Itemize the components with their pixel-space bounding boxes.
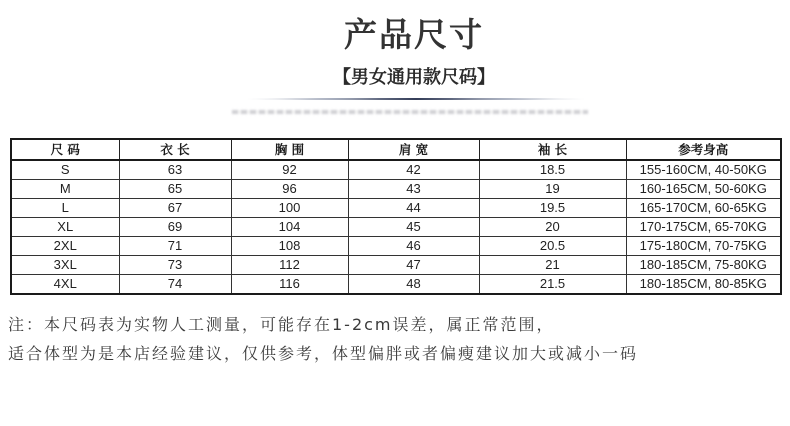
cell-sleeve-length: 21.5 (479, 275, 626, 295)
cell-size: L (11, 199, 119, 218)
table-row (11, 218, 781, 237)
table-header (11, 139, 781, 160)
cell-size: 4XL (11, 275, 119, 295)
cell-size: M (11, 180, 119, 199)
cell-shoulder-width: 48 (348, 275, 479, 295)
cell-chest: 108 (231, 237, 348, 256)
cell-chest: 104 (231, 218, 348, 237)
cell-sleeve-length: 21 (479, 256, 626, 275)
header-garment-length: 衣 长 (119, 139, 231, 160)
decorative-blur-band (232, 110, 588, 114)
cell-shoulder-width: 46 (348, 237, 479, 256)
cell-garment-length: 73 (119, 256, 231, 275)
table-row (11, 180, 781, 199)
cell-shoulder-width: 42 (348, 160, 479, 180)
table-header-row (11, 139, 781, 160)
header-reference-height-weight: 参考身高 (626, 139, 781, 160)
cell-sleeve-length: 18.5 (479, 160, 626, 180)
cell-garment-length: 65 (119, 180, 231, 199)
size-chart-table (10, 138, 782, 295)
decorative-divider-line (246, 98, 586, 100)
note-line-1: 注：本尺码表为实物人工测量，可能存在1-2cm误差，属正常范围， (8, 315, 555, 334)
cell-shoulder-width: 43 (348, 180, 479, 199)
cell-garment-length: 63 (119, 160, 231, 180)
table-row (11, 256, 781, 275)
table-row (11, 160, 781, 180)
cell-sleeve-length: 20 (479, 218, 626, 237)
header-chest: 胸 围 (231, 139, 348, 160)
cell-garment-length: 69 (119, 218, 231, 237)
cell-reference-height-weight: 175-180CM, 70-75KG (626, 237, 781, 256)
cell-reference-height-weight: 160-165CM, 50-60KG (626, 180, 781, 199)
cell-chest: 116 (231, 275, 348, 295)
page-subtitle: 【男女通用款尺码】 (333, 67, 495, 88)
cell-garment-length: 67 (119, 199, 231, 218)
cell-size: S (11, 160, 119, 180)
cell-garment-length: 74 (119, 275, 231, 295)
cell-shoulder-width: 44 (348, 199, 479, 218)
cell-size: XL (11, 218, 119, 237)
cell-reference-height-weight: 170-175CM, 65-70KG (626, 218, 781, 237)
cell-reference-height-weight: 165-170CM, 60-65KG (626, 199, 781, 218)
cell-chest: 92 (231, 160, 348, 180)
cell-shoulder-width: 45 (348, 218, 479, 237)
table-row (11, 237, 781, 256)
table-body (11, 160, 781, 294)
cell-reference-height-weight: 180-185CM, 75-80KG (626, 256, 781, 275)
cell-chest: 100 (231, 199, 348, 218)
cell-sleeve-length: 19.5 (479, 199, 626, 218)
cell-sleeve-length: 19 (479, 180, 626, 199)
size-notes (8, 310, 638, 368)
page-title: 产品尺寸 (344, 15, 484, 54)
cell-chest: 96 (231, 180, 348, 199)
cell-shoulder-width: 47 (348, 256, 479, 275)
table-row (11, 275, 781, 295)
cell-size: 2XL (11, 237, 119, 256)
header-sleeve-length: 袖 长 (479, 139, 626, 160)
header-shoulder-width: 肩 宽 (348, 139, 479, 160)
header-size: 尺 码 (11, 139, 119, 160)
cell-reference-height-weight: 180-185CM, 80-85KG (626, 275, 781, 295)
cell-chest: 112 (231, 256, 348, 275)
table-row (11, 199, 781, 218)
note-line-2: 适合体型为是本店经验建议，仅供参考，体型偏胖或者偏瘦建议加大或减小一码 (8, 344, 639, 363)
cell-garment-length: 71 (119, 237, 231, 256)
cell-size: 3XL (11, 256, 119, 275)
cell-sleeve-length: 20.5 (479, 237, 626, 256)
cell-reference-height-weight: 155-160CM, 40-50KG (626, 160, 781, 180)
